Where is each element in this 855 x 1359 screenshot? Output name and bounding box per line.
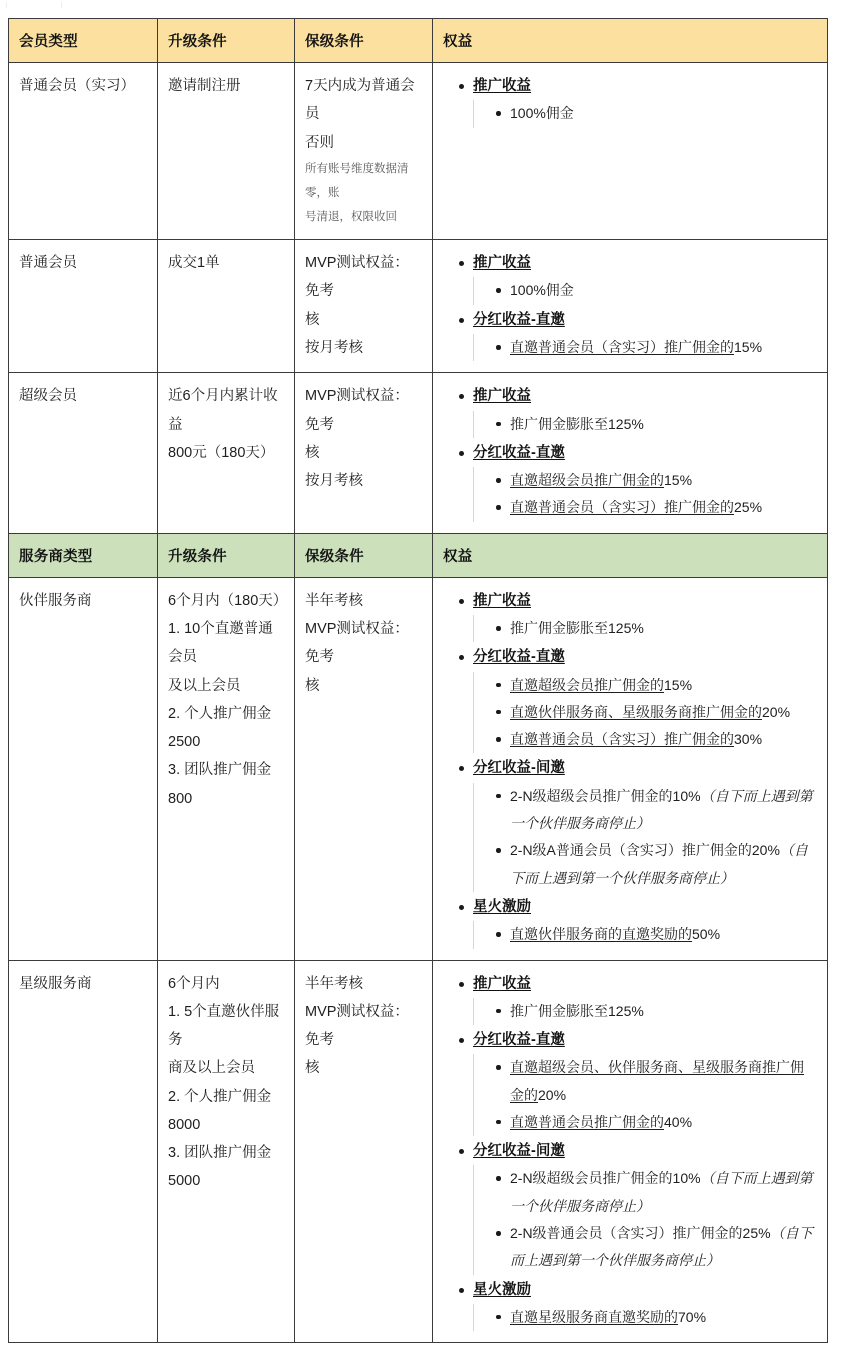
benefit-item-list (473, 998, 817, 1025)
benefit-item-list (473, 615, 817, 642)
benefit-item-text: 直邀普通会员（含实习）推广佣金的 (510, 731, 734, 748)
benefit-item-text: 直邀星级服务商直邀奖励的 (510, 1308, 678, 1325)
benefit-group (459, 1276, 817, 1332)
benefit-group-title: 分红收益-间邀 (473, 1143, 565, 1160)
cell-type (9, 577, 158, 960)
benefit-item (488, 1109, 817, 1136)
benefit-item-text: 直邀超级会员推广佣金的 (510, 472, 664, 489)
benefit-item-text: 100%佣金 (510, 282, 574, 299)
benefit-item-value: 20% (762, 703, 791, 720)
benefit-item (488, 467, 817, 494)
benefit-item-list (473, 921, 817, 948)
cell-type (9, 240, 158, 373)
cell-keep-conditions (295, 577, 433, 960)
cell-benefits (433, 240, 828, 373)
benefit-item-text: 直邀普通会员推广佣金的 (510, 1113, 664, 1130)
benefit-item-list (473, 783, 817, 892)
benefit-item-text: 推广佣金膨胀至125% (510, 620, 644, 637)
benefit-group (459, 439, 817, 522)
benefit-item (488, 615, 817, 642)
text-line: 6个月内（180天） (168, 592, 288, 609)
benefit-item (488, 1304, 817, 1331)
cell-type (9, 373, 158, 533)
benefit-item-list (473, 467, 817, 522)
text-line: 成交1单 (168, 255, 220, 272)
benefit-item (488, 1054, 817, 1109)
text-line: 1. 5个直邀伙伴服务 (168, 1003, 280, 1049)
benefit-group-title: 分红收益-直邀 (473, 444, 565, 461)
benefit-item-value: 15% (734, 339, 763, 356)
header-cell-benefit: 权益 (433, 533, 828, 577)
header-cell-type: 服务商类型 (9, 533, 158, 577)
benefit-item-list (473, 1054, 817, 1136)
header-row-member (9, 19, 828, 63)
benefit-group-list (443, 72, 817, 128)
header-cell-type: 会员类型 (9, 19, 158, 63)
text-line: MVP测试权益：免考 (305, 388, 409, 433)
benefit-item-value: 15% (664, 472, 693, 489)
table-row (9, 577, 828, 960)
header-cell-keep: 保级条件 (295, 19, 433, 63)
benefit-group (459, 754, 817, 891)
text-line: 按月考核 (305, 340, 363, 357)
benefit-item-text: 100%佣金 (510, 105, 574, 122)
benefit-group (459, 382, 817, 438)
benefit-group (459, 72, 817, 128)
cell-upgrade-conditions (158, 577, 295, 960)
text-line: 及以上会员 (168, 677, 241, 694)
benefit-item-text: 直邀超级会员推广佣金的 (510, 676, 664, 693)
text-line: 核 (305, 444, 320, 461)
benefit-group-title: 推广收益 (473, 975, 531, 992)
benefit-item-text: 直邀伙伴服务商、星级服务商推广佣金的 (510, 703, 762, 720)
benefit-item-list (473, 1304, 817, 1331)
benefit-group (459, 893, 817, 949)
benefit-item-value: 40% (664, 1113, 693, 1130)
text-line: 800元（180天） (168, 444, 275, 461)
cell-upgrade-conditions (158, 960, 295, 1343)
cell-benefits (433, 63, 828, 240)
benefit-item (488, 837, 817, 892)
cell-upgrade-conditions (158, 63, 295, 240)
benefit-group-list (443, 970, 817, 1332)
benefit-item (488, 1220, 817, 1275)
benefit-item-text: 2-N级普通会员（含实习）推广佣金的25% (510, 1225, 771, 1242)
benefit-item-text: 直邀普通会员（含实习）推广佣金的 (510, 499, 734, 516)
benefit-item (488, 277, 817, 304)
row-type-label: 普通会员 (19, 255, 77, 272)
cell-benefits (433, 373, 828, 533)
benefit-group-title: 推广收益 (473, 78, 531, 94)
text-line: 6个月内 (168, 975, 220, 992)
cell-type (9, 960, 158, 1343)
header-cell-keep: 保级条件 (295, 533, 433, 577)
benefit-group (459, 1026, 817, 1136)
cell-benefits (433, 577, 828, 960)
text-line: 半年考核 (305, 592, 363, 609)
benefit-item-text: 直邀伙伴服务商的直邀奖励的 (510, 926, 692, 943)
text-line: 近6个月内累计收益 (168, 388, 278, 433)
benefit-item-list (473, 1165, 817, 1274)
benefit-group-title: 分红收益-直邀 (473, 1032, 565, 1049)
text-line: 商及以上会员 (168, 1060, 255, 1077)
cell-keep-conditions (295, 960, 433, 1343)
benefit-item-list (473, 277, 817, 304)
table-row (9, 373, 828, 533)
benefit-item (488, 1165, 817, 1220)
benefit-item-list (473, 411, 817, 438)
benefit-item (488, 411, 817, 438)
text-line: MVP测试权益：免考 (305, 1003, 409, 1049)
benefit-item-text: 直邀普通会员（含实习）推广佣金的 (510, 339, 734, 356)
benefit-item (488, 998, 817, 1025)
row-type-label: 伙伴服务商 (19, 592, 92, 609)
cell-keep-conditions (295, 63, 433, 240)
benefit-item-list (473, 100, 817, 127)
benefit-item-note: （自下而上遇到第一个伙伴服务商停止） (510, 1225, 813, 1269)
benefit-item-text: 推广佣金膨胀至125% (510, 415, 644, 432)
table-row (9, 960, 828, 1343)
benefit-item-value: 30% (734, 731, 763, 748)
benefit-group (459, 643, 817, 753)
cell-keep-conditions (295, 240, 433, 373)
text-line: 3. 团队推广佣金800 (168, 762, 272, 807)
cell-benefits (433, 960, 828, 1343)
benefit-item-value: 25% (734, 499, 763, 516)
text-line: 邀请制注册 (168, 78, 241, 94)
table-row (9, 240, 828, 373)
benefit-item-text: 推广佣金膨胀至125% (510, 1002, 644, 1019)
benefit-item-list (473, 672, 817, 754)
benefit-item (488, 100, 817, 127)
benefit-group-title: 推广收益 (473, 255, 531, 272)
text-line: 核 (305, 311, 320, 328)
text-line: MVP测试权益：免考 (305, 621, 409, 666)
membership-and-provider-table (8, 18, 828, 1343)
benefit-group-title: 分红收益-直邀 (473, 649, 565, 666)
benefit-group (459, 1137, 817, 1274)
benefit-group (459, 970, 817, 1026)
benefit-item (488, 783, 817, 838)
benefit-group (459, 306, 817, 362)
text-line: 半年考核 (305, 975, 363, 992)
benefit-group-list (443, 249, 817, 361)
benefit-item (488, 921, 817, 948)
text-line: 核 (305, 1060, 320, 1077)
cell-upgrade-conditions (158, 240, 295, 373)
text-line: 1. 10个直邀普通会员 (168, 621, 273, 666)
benefit-item-text: 2-N级A普通会员（含实习）推广佣金的20% (510, 842, 780, 859)
text-line: 否则 (305, 134, 334, 151)
benefit-item-value: 70% (678, 1308, 707, 1325)
benefit-group-title: 分红收益-间邀 (473, 760, 565, 777)
benefit-group (459, 587, 817, 643)
text-line: 2. 个人推广佣金8000 (168, 1088, 272, 1133)
text-line: 2. 个人推广佣金2500 (168, 705, 272, 751)
text-line: 按月考核 (305, 473, 363, 490)
benefit-item-list (473, 334, 817, 361)
row-type-label: 星级服务商 (19, 975, 92, 992)
row-type-label: 普通会员（实习） (19, 78, 135, 94)
benefit-item (488, 672, 817, 699)
benefit-group-title: 分红收益-直邀 (473, 311, 565, 328)
header-row-provider (9, 533, 828, 577)
benefit-item (488, 334, 817, 361)
table-body (9, 19, 828, 1343)
text-line: 3. 团队推广佣金5000 (168, 1145, 272, 1190)
row-type-label: 超级会员 (19, 388, 77, 405)
header-cell-upgrade: 升级条件 (158, 19, 295, 63)
benefit-item (488, 494, 817, 521)
text-line: 核 (305, 677, 320, 694)
cell-type (9, 63, 158, 240)
benefit-group-title: 星火激励 (473, 898, 531, 915)
benefit-item-text: 直邀超级会员、伙伴服务商、星级服务商推广佣金的 (510, 1059, 804, 1103)
benefit-group-title: 星火激励 (473, 1281, 531, 1298)
benefit-group-list (443, 382, 817, 521)
header-cell-benefit: 权益 (433, 19, 828, 63)
benefit-item (488, 726, 817, 753)
benefit-item-note: （自下而上遇到第一个伙伴服务商停止） (510, 1170, 813, 1214)
header-cell-upgrade: 升级条件 (158, 533, 295, 577)
benefit-item-text: 2-N级超级会员推广佣金的10% (510, 787, 701, 804)
fine-print-line: 号清退，权限收回 (305, 211, 397, 224)
benefit-item-value: 50% (692, 926, 721, 943)
benefit-item-value: 15% (664, 676, 693, 693)
benefit-group-list (443, 587, 817, 949)
table-row (9, 63, 828, 240)
benefit-group-title: 推广收益 (473, 388, 531, 405)
benefit-item-note: （自下而上遇到第一个伙伴服务商停止） (510, 842, 808, 886)
text-line: 7天内成为普通会员 (305, 78, 415, 123)
benefit-item (488, 699, 817, 726)
benefit-group-title: 推广收益 (473, 592, 531, 609)
fine-print-line: 所有账号维度数据清零，账 (305, 162, 409, 199)
benefit-item-value: 20% (538, 1086, 567, 1103)
cell-upgrade-conditions (158, 373, 295, 533)
text-line: MVP测试权益：免考 (305, 255, 409, 300)
benefit-item-text: 2-N级超级会员推广佣金的10% (510, 1170, 701, 1187)
benefit-group (459, 249, 817, 305)
cell-keep-conditions (295, 373, 433, 533)
benefit-item-note: （自下而上遇到第一个伙伴服务商停止） (510, 787, 813, 832)
